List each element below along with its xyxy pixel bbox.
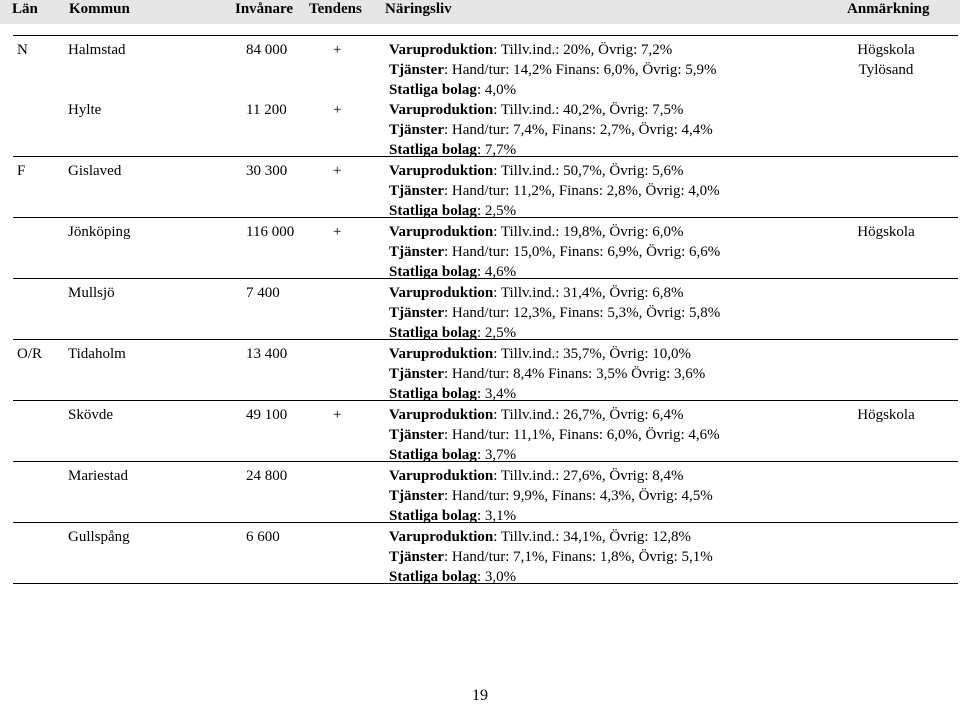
anmarkning-line: Tylösand [858, 62, 914, 78]
varuproduktion-line [389, 40, 716, 60]
cell-lan: N [17, 42, 28, 58]
tjanster-value: : Hand/tur: 12,3%, Finans: 5,3%, Övrig: 5,8% [444, 305, 721, 321]
cell-invanare: 30 300 [246, 163, 288, 179]
tjanster-value: : Hand/tur: 15,0%, Finans: 6,9%, Övrig: 6,6% [444, 244, 721, 260]
statliga-label: Statliga bolag [389, 82, 477, 98]
tjanster-line [389, 486, 713, 506]
page-number: 19 [472, 687, 488, 704]
cell-invanare: 7 400 [246, 285, 280, 301]
tjanster-value: : Hand/tur: 11,1%, Finans: 6,0%, Övrig: 4,6% [444, 427, 720, 443]
varuproduktion-label: Varuproduktion [389, 285, 494, 301]
varuproduktion-label: Varuproduktion [389, 102, 494, 118]
varuproduktion-label: Varuproduktion [389, 224, 494, 240]
table-row [13, 522, 958, 583]
header-tendens: Tendens [309, 1, 362, 17]
varuproduktion-value: : Tillv.ind.: 19,8%, Övrig: 6,0% [493, 224, 684, 240]
tjanster-label: Tjänster [389, 122, 444, 138]
statliga-value: : 2,5% [476, 203, 517, 219]
varuproduktion-value: : Tillv.ind.: 34,1%, Övrig: 12,8% [493, 529, 692, 545]
tjanster-value: : Hand/tur: 7,1%, Finans: 1,8%, Övrig: 5,1% [444, 549, 713, 565]
varuproduktion-line [389, 100, 713, 120]
cell-kommun: Hylte [68, 102, 102, 118]
statliga-value: : 3,1% [476, 508, 517, 524]
statliga-label: Statliga bolag [389, 203, 477, 219]
cell-naringsliv [389, 405, 720, 465]
cell-naringsliv [389, 100, 713, 160]
statliga-label: Statliga bolag [389, 264, 477, 280]
varuproduktion-line [389, 161, 720, 181]
cell-naringsliv [389, 40, 716, 100]
tjanster-line [389, 364, 705, 384]
table-header [0, 0, 960, 24]
varuproduktion-label: Varuproduktion [389, 407, 494, 423]
table-row [13, 156, 958, 217]
tjanster-line [389, 60, 716, 80]
cell-kommun: Gislaved [68, 163, 122, 179]
header-lan: Län [12, 1, 38, 17]
cell-invanare: 6 600 [246, 529, 280, 545]
cell-invanare: 49 100 [246, 407, 288, 423]
header-naringsliv: Näringsliv [385, 1, 452, 17]
cell-naringsliv [389, 466, 713, 526]
cell-invanare: 11 200 [246, 102, 287, 118]
cell-anmarkning [833, 405, 939, 425]
cell-tendens: + [333, 407, 342, 423]
tjanster-label: Tjänster [389, 305, 444, 321]
cell-naringsliv [389, 283, 720, 343]
cell-kommun: Tidaholm [68, 346, 126, 362]
tjanster-value: : Hand/tur: 9,9%, Finans: 4,3%, Övrig: 4,5% [444, 488, 713, 504]
statliga-value: : 4,0% [476, 82, 517, 98]
varuproduktion-label: Varuproduktion [389, 529, 494, 545]
cell-naringsliv [389, 161, 720, 221]
varuproduktion-label: Varuproduktion [389, 163, 494, 179]
tjanster-line [389, 303, 720, 323]
statliga-label: Statliga bolag [389, 386, 477, 402]
cell-lan: O/R [17, 346, 43, 362]
statliga-label: Statliga bolag [389, 569, 477, 585]
tjanster-value: : Hand/tur: 14,2% Finans: 6,0%, Övrig: 5,9% [444, 62, 717, 78]
statliga-label: Statliga bolag [389, 447, 477, 463]
anmarkning-line: Högskola [857, 224, 915, 240]
cell-naringsliv [389, 344, 705, 404]
statliga-value: : 3,0% [476, 569, 517, 585]
cell-kommun: Halmstad [68, 42, 126, 58]
varuproduktion-value: : Tillv.ind.: 50,7%, Övrig: 5,6% [493, 163, 684, 179]
varuproduktion-label: Varuproduktion [389, 468, 494, 484]
varuproduktion-line [389, 222, 720, 242]
cell-invanare: 24 800 [246, 468, 288, 484]
varuproduktion-value: : Tillv.ind.: 31,4%, Övrig: 6,8% [493, 285, 684, 301]
tjanster-line [389, 425, 720, 445]
tjanster-line [389, 120, 713, 140]
varuproduktion-line [389, 527, 713, 547]
table-row [13, 400, 958, 461]
statliga-value: : 7,7% [476, 142, 517, 158]
cell-tendens: + [333, 163, 342, 179]
varuproduktion-line [389, 283, 720, 303]
header-anmarkning: Anmärkning [847, 1, 930, 17]
statliga-value: : 4,6% [476, 264, 517, 280]
varuproduktion-value: : Tillv.ind.: 27,6%, Övrig: 8,4% [493, 468, 684, 484]
varuproduktion-value: : Tillv.ind.: 20%, Övrig: 7,2% [493, 42, 673, 58]
varuproduktion-line [389, 466, 713, 486]
varuproduktion-label: Varuproduktion [389, 42, 494, 58]
statliga-line [389, 567, 713, 587]
tjanster-value: : Hand/tur: 11,2%, Finans: 2,8%, Övrig: 4,0% [444, 183, 720, 199]
tjanster-line [389, 181, 720, 201]
statliga-value: : 2,5% [476, 325, 517, 341]
cell-tendens: + [333, 42, 342, 58]
cell-naringsliv [389, 527, 713, 587]
cell-anmarkning [833, 40, 939, 80]
statliga-label: Statliga bolag [389, 325, 477, 341]
table-row [13, 217, 958, 278]
tjanster-line [389, 242, 720, 262]
anmarkning-line: Högskola [857, 42, 915, 58]
table-row [13, 339, 958, 400]
cell-kommun: Mariestad [68, 468, 128, 484]
cell-tendens: + [333, 102, 342, 118]
header-kommun: Kommun [69, 1, 130, 17]
varuproduktion-line [389, 405, 720, 425]
cell-invanare: 116 000 [246, 224, 295, 240]
tjanster-label: Tjänster [389, 427, 444, 443]
varuproduktion-value: : Tillv.ind.: 35,7%, Övrig: 10,0% [493, 346, 692, 362]
tjanster-label: Tjänster [389, 62, 444, 78]
cell-kommun: Skövde [68, 407, 113, 423]
statliga-label: Statliga bolag [389, 508, 477, 524]
tjanster-label: Tjänster [389, 366, 444, 382]
varuproduktion-value: : Tillv.ind.: 40,2%, Övrig: 7,5% [493, 102, 684, 118]
tjanster-value: : Hand/tur: 7,4%, Finans: 2,7%, Övrig: 4,4% [444, 122, 713, 138]
table-row [13, 278, 958, 339]
statliga-value: : 3,4% [476, 386, 517, 402]
tjanster-label: Tjänster [389, 488, 444, 504]
varuproduktion-value: : Tillv.ind.: 26,7%, Övrig: 6,4% [493, 407, 684, 423]
cell-anmarkning [833, 222, 939, 242]
varuproduktion-label: Varuproduktion [389, 346, 494, 362]
table-row [13, 36, 958, 96]
cell-lan: F [17, 163, 26, 179]
cell-naringsliv [389, 222, 720, 282]
table-row [13, 461, 958, 522]
varuproduktion-line [389, 344, 705, 364]
table-row [13, 96, 958, 156]
tjanster-label: Tjänster [389, 183, 444, 199]
municipality-table [13, 35, 958, 584]
tjanster-label: Tjänster [389, 549, 444, 565]
anmarkning-line: Högskola [857, 407, 915, 423]
cell-kommun: Mullsjö [68, 285, 115, 301]
tjanster-label: Tjänster [389, 244, 444, 260]
cell-invanare: 84 000 [246, 42, 288, 58]
cell-invanare: 13 400 [246, 346, 288, 362]
tjanster-value: : Hand/tur: 8,4% Finans: 3,5% Övrig: 3,6% [444, 366, 706, 382]
statliga-value: : 3,7% [476, 447, 517, 463]
header-invanare: Invånare [235, 1, 294, 17]
cell-tendens: + [333, 224, 342, 240]
cell-kommun: Jönköping [68, 224, 131, 240]
cell-kommun: Gullspång [68, 529, 130, 545]
tjanster-line [389, 547, 713, 567]
statliga-label: Statliga bolag [389, 142, 477, 158]
